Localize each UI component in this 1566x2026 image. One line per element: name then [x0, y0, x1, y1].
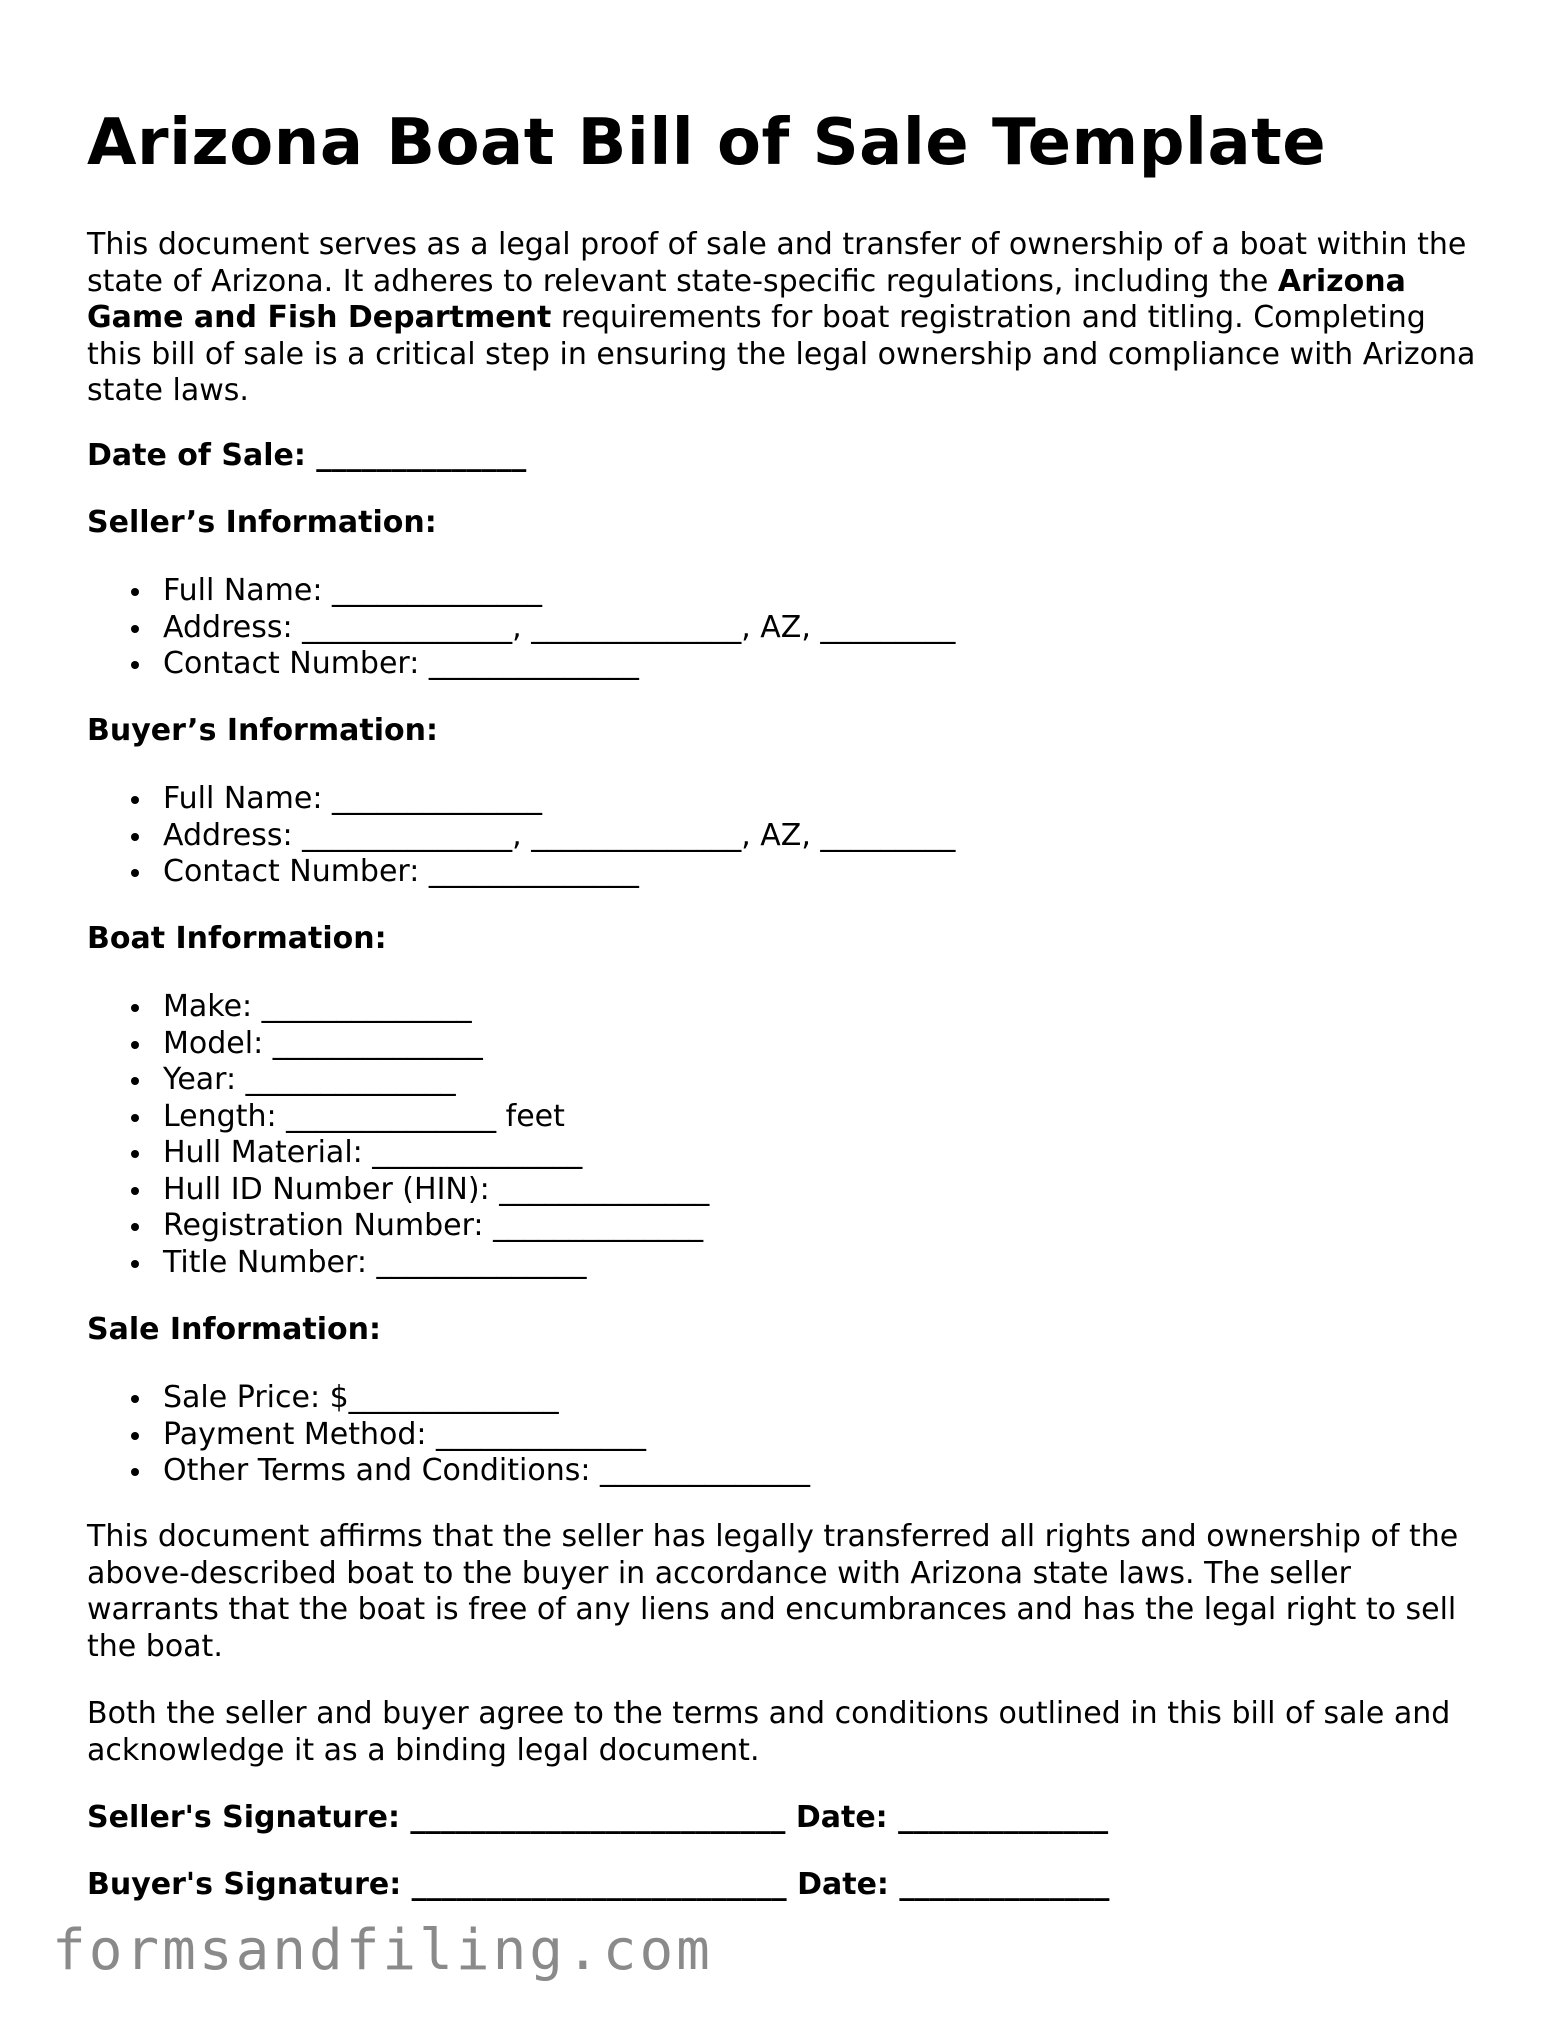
date-of-sale: Date of Sale: ______________: [87, 438, 527, 473]
seller-address: Address: ______________, ______________, AZ, _________: [87, 610, 955, 647]
site-watermark: formsandfiling.com: [52, 1918, 713, 1983]
seller-heading: Seller’s Information:: [87, 505, 437, 540]
boat-title-number: Title Number: ______________: [87, 1245, 709, 1282]
boat-heading: Boat Information:: [87, 921, 387, 956]
intro-text-2: requirements for boat registration and titling. Completing this bill of sale is a critical step in ensuring the legal ownership and compliance with Arizona state laws.: [87, 300, 1476, 408]
payment-method: Payment Method: ______________: [87, 1417, 810, 1454]
seller-full-name: Full Name: ______________: [87, 573, 955, 610]
sale-heading: Sale Information:: [87, 1312, 381, 1347]
boat-length: Length: ______________ feet: [87, 1099, 709, 1136]
seller-fields: [87, 573, 955, 683]
intro-agency-name: Arizona Game and Fish Department: [87, 263, 1406, 335]
boat-fields: [87, 989, 709, 1281]
boat-registration-number: Registration Number: ______________: [87, 1208, 709, 1245]
page-title: Arizona Boat Bill of Sale Template: [87, 106, 1327, 180]
seller-contact-number: Contact Number: ______________: [87, 646, 955, 683]
intro-text-1: This document serves as a legal proof of sale and transfer of ownership of a boat within the state of Arizona. It adheres to relevant state-specific regulations, including the: [87, 227, 1467, 299]
buyer-address: Address: ______________, ______________, AZ, _________: [87, 818, 955, 855]
intro-paragraph: [87, 227, 1487, 410]
buyer-signature-line: Buyer's Signature: _________________________ Date: ______________: [87, 1867, 1110, 1902]
buyer-heading: Buyer’s Information:: [87, 713, 438, 748]
other-terms: Other Terms and Conditions: ______________: [87, 1453, 810, 1490]
boat-hull-material: Hull Material: ______________: [87, 1135, 709, 1172]
buyer-contact-number: Contact Number: ______________: [87, 854, 955, 891]
buyer-full-name: Full Name: ______________: [87, 781, 955, 818]
sale-price: Sale Price: $______________: [87, 1380, 810, 1417]
sale-fields: [87, 1380, 810, 1490]
boat-year: Year: ______________: [87, 1062, 709, 1099]
affirmation-paragraph: This document affirms that the seller has legally transferred all rights and ownership of the above-described boat to the buyer in accordance with Arizona state laws. The seller warrants that the boat is free of any liens and encumbrances and has the legal right to sell the boat.: [87, 1519, 1459, 1664]
agreement-paragraph: Both the seller and buyer agree to the terms and conditions outlined in this bill of sale and acknowledge it as a binding legal document.: [87, 1696, 1451, 1768]
boat-make: Make: ______________: [87, 989, 709, 1026]
boat-model: Model: ______________: [87, 1026, 709, 1063]
boat-hin: Hull ID Number (HIN): ______________: [87, 1172, 709, 1209]
seller-signature-line: Seller's Signature: _________________________ Date: ______________: [87, 1800, 1109, 1835]
buyer-fields: [87, 781, 955, 891]
